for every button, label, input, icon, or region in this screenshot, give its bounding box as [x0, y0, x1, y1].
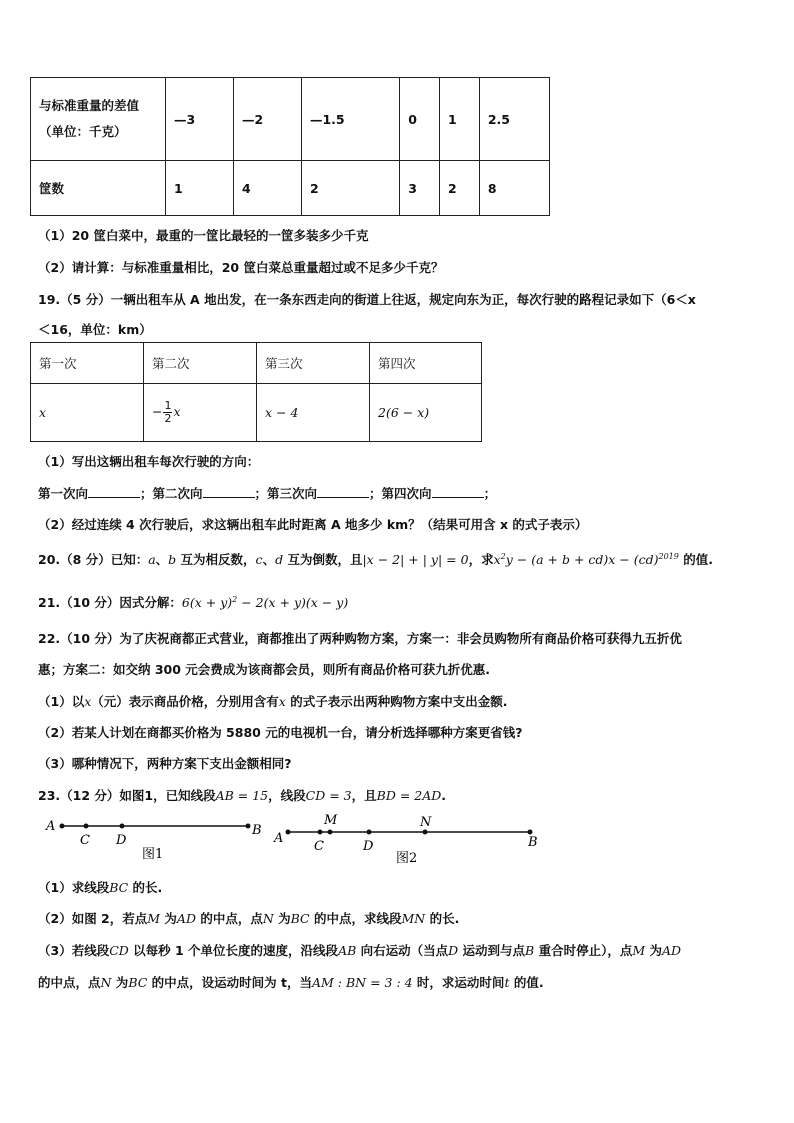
point-a	[60, 824, 65, 829]
trip-header: 第二次	[144, 343, 257, 384]
segment: AD	[662, 943, 682, 958]
label-c: C	[80, 833, 90, 848]
q19-part1: （1）写出这辆出租车每次行驶的方向：	[38, 454, 260, 469]
expr-part: x	[493, 552, 501, 567]
q22-part3: （3）哪种情况下，两种方案下支出金额相同?	[38, 756, 292, 771]
text: 重合时停止），点	[534, 943, 633, 958]
var-c: c	[255, 552, 263, 567]
diff-cell: —1.5	[301, 78, 399, 161]
trip-header: 第一次	[31, 343, 144, 384]
factor-expr	[182, 595, 348, 610]
trip-cell-4	[370, 384, 482, 442]
label-m: M	[324, 813, 338, 828]
point-d	[120, 824, 125, 829]
q22-part1	[38, 692, 507, 710]
dir-label-1: 第一次向	[38, 486, 89, 501]
label-a: A	[274, 831, 284, 846]
trip-2-var: x	[173, 404, 181, 419]
var-t: t	[504, 975, 510, 990]
exponent: 2	[232, 594, 238, 604]
var-a: a	[148, 552, 156, 567]
dir-label-3: ；第三次向	[254, 486, 318, 501]
trip-cell-3	[257, 384, 370, 442]
q19-part2: （2）经过连续 4 次行驶后，求这辆出租车此时距离 A 地多少 km？（结果可用含 x 的式子表示）	[38, 517, 588, 532]
expr: BD = 2AD	[376, 788, 442, 803]
segment: AD	[176, 911, 196, 926]
count-cell: 4	[233, 161, 301, 216]
q18-part2: （2）请计算：与标准重量相比，20 筐白菜总重量超过或不足多少千克？	[38, 260, 444, 275]
text: ，求	[468, 552, 494, 567]
point-b	[246, 824, 251, 829]
text: （1）以	[38, 694, 85, 709]
diff-cell: 2.5	[479, 78, 549, 161]
expr-part: y − (a + b + cd)x − (cd)	[505, 552, 659, 567]
point: M	[632, 943, 646, 958]
text: （1）求线段	[38, 880, 110, 895]
trip-1-expr: x	[39, 405, 47, 420]
q23-stem	[38, 786, 446, 804]
figure-2-caption: 图2	[396, 851, 418, 866]
label-n: N	[420, 815, 432, 830]
text: .	[441, 788, 447, 803]
q22-stem-line1: 22.（10 分）为了庆祝商都正式营业，商都推出了两种购物方案，方案一：非会员购物所有商品价格可获得九五折优	[38, 631, 682, 646]
text: 的式子表示出两种购物方案中支出金额.	[285, 694, 508, 709]
point-n	[423, 830, 428, 835]
q20-stem	[38, 550, 713, 568]
count-cell: 2	[301, 161, 399, 216]
text: 互为倒数，且	[283, 552, 363, 567]
weight-difference-table	[30, 77, 550, 216]
point-a	[286, 830, 291, 835]
text: 的长.	[425, 911, 460, 926]
trip-cell-2	[144, 384, 257, 442]
segment: MN	[401, 911, 426, 926]
count-cell: 3	[400, 161, 440, 216]
ratio-expr: AM : BN = 3 : 4	[311, 975, 413, 990]
count-cell: 2	[440, 161, 480, 216]
var-d: d	[275, 552, 284, 567]
exponent: 2	[500, 551, 506, 561]
point: M	[147, 911, 161, 926]
segment: AB	[338, 943, 357, 958]
text: （3）若线段	[38, 943, 110, 958]
point: N	[262, 911, 274, 926]
text: 为	[160, 911, 177, 926]
figure-1-caption: 图1	[142, 847, 164, 862]
var-b: b	[168, 552, 177, 567]
text: 的值.	[678, 552, 713, 567]
expr-part: 6(x + y)	[181, 595, 233, 610]
count-label-cell: 筐数	[31, 161, 166, 216]
diff-cell: —2	[233, 78, 301, 161]
segment: BC	[290, 911, 310, 926]
text: 向右运动（当点	[356, 943, 449, 958]
condition-expr: |x − 2| + | y| = 0	[362, 552, 469, 567]
text: 23.（12 分）如图1，已知线段	[38, 788, 216, 803]
trip-3-expr: x − 4	[265, 405, 299, 420]
q20-prefix: 20.（8 分）已知：	[38, 552, 149, 567]
trip-cell-1	[31, 384, 144, 442]
text: 为	[645, 943, 662, 958]
dir-label-2: ；第二次向	[140, 486, 203, 501]
fraction-numerator: 1	[164, 399, 172, 412]
trip-4-expr: 2(6 − x)	[378, 405, 430, 420]
segment: BC	[109, 880, 129, 895]
fraction-denominator: 2	[164, 412, 172, 425]
text: ，且	[351, 788, 377, 803]
target-expr	[494, 552, 679, 567]
label-a: A	[46, 819, 56, 834]
point: D	[448, 943, 459, 958]
text: （2）如图 2，若点	[38, 911, 148, 926]
var-x: x	[84, 694, 92, 709]
q22-stem-line2: 惠；方案二：如交纳 300 元会费成为该商都会员，则所有商品价格可获九折优惠.	[38, 662, 491, 677]
taxi-trip-table	[30, 342, 482, 442]
q19-stem-line2: ＜16，单位：km）	[38, 322, 152, 337]
expr-part: − 2(x + y)(x − y)	[237, 595, 349, 610]
label-c: C	[314, 839, 324, 854]
q19-stem-line1: 19.（5 分）一辆出租车从 A 地出发，在一条东西走向的街道上往返，规定向东为正，每次行驶的路程记录如下（6＜x	[38, 292, 696, 307]
sep: 、	[155, 552, 169, 567]
diff-cell: —3	[166, 78, 234, 161]
q23-part1	[38, 878, 162, 896]
text: 的长.	[128, 880, 163, 895]
q21-stem	[38, 593, 348, 611]
point: B	[525, 943, 535, 958]
q21-prefix: 21.（10 分）因式分解：	[38, 595, 182, 610]
point: N	[100, 975, 112, 990]
text: 互为相反数，	[176, 552, 256, 567]
figure-1-segment-diagram	[40, 812, 270, 864]
point-m	[328, 830, 333, 835]
dir-label-4: ；第四次向	[369, 486, 432, 501]
label-d: D	[116, 833, 127, 848]
text: 的中点，求线段	[309, 911, 402, 926]
text: 的中点，点	[195, 911, 263, 926]
point-d	[367, 830, 372, 835]
text: 时，求运动时间	[412, 975, 505, 990]
text: 的值.	[509, 975, 544, 990]
q23-part2	[38, 909, 459, 927]
answer-blank-3[interactable]	[317, 485, 369, 498]
text: 的中点，设运动时间为 t，当	[147, 975, 312, 990]
var-x: x	[278, 694, 286, 709]
text: （元）表示商品价格，分别用含有	[91, 694, 279, 709]
point-c	[84, 824, 89, 829]
q22-part2: （2）若某人计划在商都买价格为 5880 元的电视机一台，请分析选择哪种方案更省钱?	[38, 725, 523, 740]
row-header-label: 与标准重量的差值	[39, 98, 140, 113]
fraction	[163, 400, 172, 425]
exponent: 2019	[658, 551, 679, 561]
diff-cell: 1	[440, 78, 480, 161]
text: 运动到与点	[458, 943, 526, 958]
diff-cell: 0	[400, 78, 440, 161]
segment: CD	[109, 943, 129, 958]
q23-part3-line2	[38, 973, 544, 991]
answer-blank-4[interactable]	[432, 485, 484, 498]
label-d: D	[363, 839, 374, 854]
text: 为	[111, 975, 129, 990]
text: 为	[273, 911, 291, 926]
row-header-unit: （单位：千克）	[39, 124, 127, 139]
expr: AB = 15	[215, 788, 269, 803]
q23-part3-line1	[38, 941, 681, 959]
label-b: B	[252, 823, 262, 838]
q18-part1: （1）20 筐白菜中，最重的一筐比最轻的一筐多装多少千克	[38, 228, 369, 243]
count-cell: 1	[166, 161, 234, 216]
count-cell: 8	[479, 161, 549, 216]
point-b	[528, 830, 533, 835]
segment: BC	[128, 975, 148, 990]
trip-header: 第四次	[370, 343, 482, 384]
table1-row-header	[31, 78, 166, 161]
text: 的中点，点	[38, 975, 101, 990]
answer-blank-1[interactable]	[88, 485, 140, 498]
text: ，线段	[268, 788, 306, 803]
text: 以每秒 1 个单位长度的速度，沿线段	[128, 943, 339, 958]
figure-2-segment-diagram	[272, 812, 552, 868]
point-c	[318, 830, 323, 835]
trip-header: 第三次	[257, 343, 370, 384]
q19-directions-line	[38, 484, 496, 502]
trip-2-sign: −	[152, 404, 163, 419]
label-b: B	[528, 835, 538, 850]
expr: CD = 3	[305, 788, 352, 803]
answer-blank-2[interactable]	[203, 485, 255, 498]
dir-end: ；	[483, 486, 497, 501]
sep: 、	[262, 552, 276, 567]
